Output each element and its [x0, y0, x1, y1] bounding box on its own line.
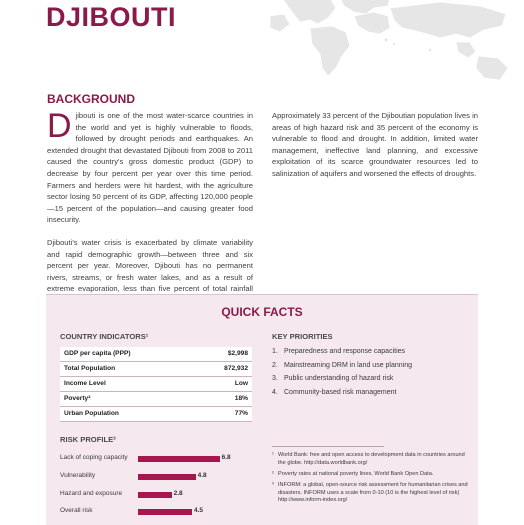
key-priorities-heading: KEY PRIORITIES — [272, 332, 333, 341]
indicator-label: Income Level — [64, 380, 106, 387]
background-heading: BACKGROUND — [47, 92, 135, 106]
risk-label: Lack of coping capacity — [60, 454, 128, 461]
priority-number: 4. — [272, 388, 278, 396]
risk-bar — [138, 492, 172, 498]
indicator-value: Low — [234, 380, 248, 387]
risk-profile-chart — [60, 451, 260, 522]
risk-profile-heading: RISK PROFILE³ — [60, 435, 116, 444]
priority-text: Mainstreaming DRM in land use planning — [284, 361, 413, 369]
footnote — [272, 471, 472, 479]
risk-row — [60, 469, 260, 487]
priority-item — [272, 372, 472, 386]
indicator-label: GDP per capita (PPP) — [64, 350, 131, 357]
indicator-row — [60, 362, 252, 377]
background-paragraph-3: Approximately 33 percent of the Djiboutian population lives in areas of high hazard risk and 35 percent of the economy is vulnerable to flood and drought. In addition, limited water management, ineffective land planning, and excessive exploitation of its scarce groundwater resources led to salinization of aquifers and worsened the effects of droughts. — [272, 111, 478, 178]
indicator-row — [60, 407, 252, 422]
risk-bar — [138, 509, 192, 515]
risk-value: 2.8 — [173, 489, 183, 497]
risk-value: 6.8 — [221, 454, 231, 461]
footnotes — [272, 452, 472, 508]
risk-bar — [138, 474, 196, 480]
priority-item — [272, 386, 472, 400]
footnote — [272, 452, 472, 467]
risk-value: 4.5 — [194, 507, 204, 515]
background-column-2 — [272, 110, 478, 191]
indicator-value: 872,932 — [224, 365, 248, 372]
footnote-number: ² — [272, 470, 274, 477]
footnote-text: INFORM: a global, open-source risk assessment for humanitarian crises and disasters. INFORM uses a scale from 0-10 (10 is the highest level of risk) http://www.inform-index.org/ — [278, 481, 468, 504]
priority-number: 2. — [272, 361, 278, 369]
priority-text: Community-based risk management — [284, 388, 397, 396]
indicator-row — [60, 392, 252, 407]
risk-value: 4.8 — [197, 471, 207, 479]
background-column-1 — [47, 107, 253, 318]
quick-facts-title: QUICK FACTS — [221, 305, 303, 319]
footnote-number: ¹ — [272, 452, 274, 458]
priority-number: 3. — [272, 375, 278, 383]
risk-row — [60, 487, 260, 505]
risk-label: Overall risk — [60, 507, 93, 515]
background-paragraph-2: Djibouti's water crisis is exacerbated by climate variability and rapid demographic growth—between three and six percent per year. Moreover, Djibouti has no permanent rivers, streams, or fresh water lakes, and as a result of extreme evaporation, less than five percent of total rainfall — [47, 237, 253, 294]
risk-row — [60, 504, 260, 522]
indicator-label: Total Population — [64, 365, 116, 372]
footnote-text: World Bank: free and open access to development data in countries around the globe. http://data.worldbank.org/ — [278, 452, 465, 466]
drop-cap: D — [47, 107, 72, 145]
world-map-graphic — [270, 0, 524, 90]
priority-number: 1. — [272, 348, 278, 355]
priority-item — [272, 359, 472, 373]
indicator-row — [60, 377, 252, 392]
priority-text: Preparedness and response capacities — [284, 348, 406, 355]
risk-label: Hazard and exposure — [60, 489, 123, 497]
quick-facts-panel — [46, 294, 478, 525]
risk-row — [60, 451, 260, 469]
footnote-text: Poverty rates at national poverty lines, World Bank Open Data. — [278, 470, 434, 477]
indicator-value: 77% — [234, 410, 248, 417]
risk-bar — [138, 456, 220, 462]
page-title: DJIBOUTI — [46, 2, 177, 32]
footnote — [272, 482, 472, 505]
indicator-value: 18% — [234, 395, 248, 402]
background-paragraph-1: jibouti is one of the most water-scarce countries in the world and yet is highly vulnerable to floods, followed by drought periods and earthquakes. An extended drought that devastated Djibouti from 2008 to 2011 caused the country's gross domestic product (GDP) to decrease by four percent per year over this time period. Farmers and herders were hit hardest, with the agriculture sector losing 50 percent of its GDP, affecting 120,000 people—15 percent of the population—and causing greater food insecurity. — [47, 111, 253, 225]
priority-text: Public understanding of hazard risk — [284, 375, 394, 383]
risk-label: Vulnerability — [60, 471, 96, 479]
indicator-row — [60, 347, 252, 362]
footnote-number: ³ — [272, 481, 274, 488]
indicator-label: Poverty² — [64, 395, 91, 402]
priority-item — [272, 345, 472, 359]
indicator-label: Urban Population — [64, 410, 119, 417]
country-indicators-table — [60, 347, 252, 422]
country-indicators-heading: COUNTRY INDICATORS¹ — [60, 332, 149, 341]
indicator-value: $2,998 — [227, 350, 248, 357]
footnote-divider — [272, 446, 384, 447]
key-priorities-list — [272, 345, 472, 399]
